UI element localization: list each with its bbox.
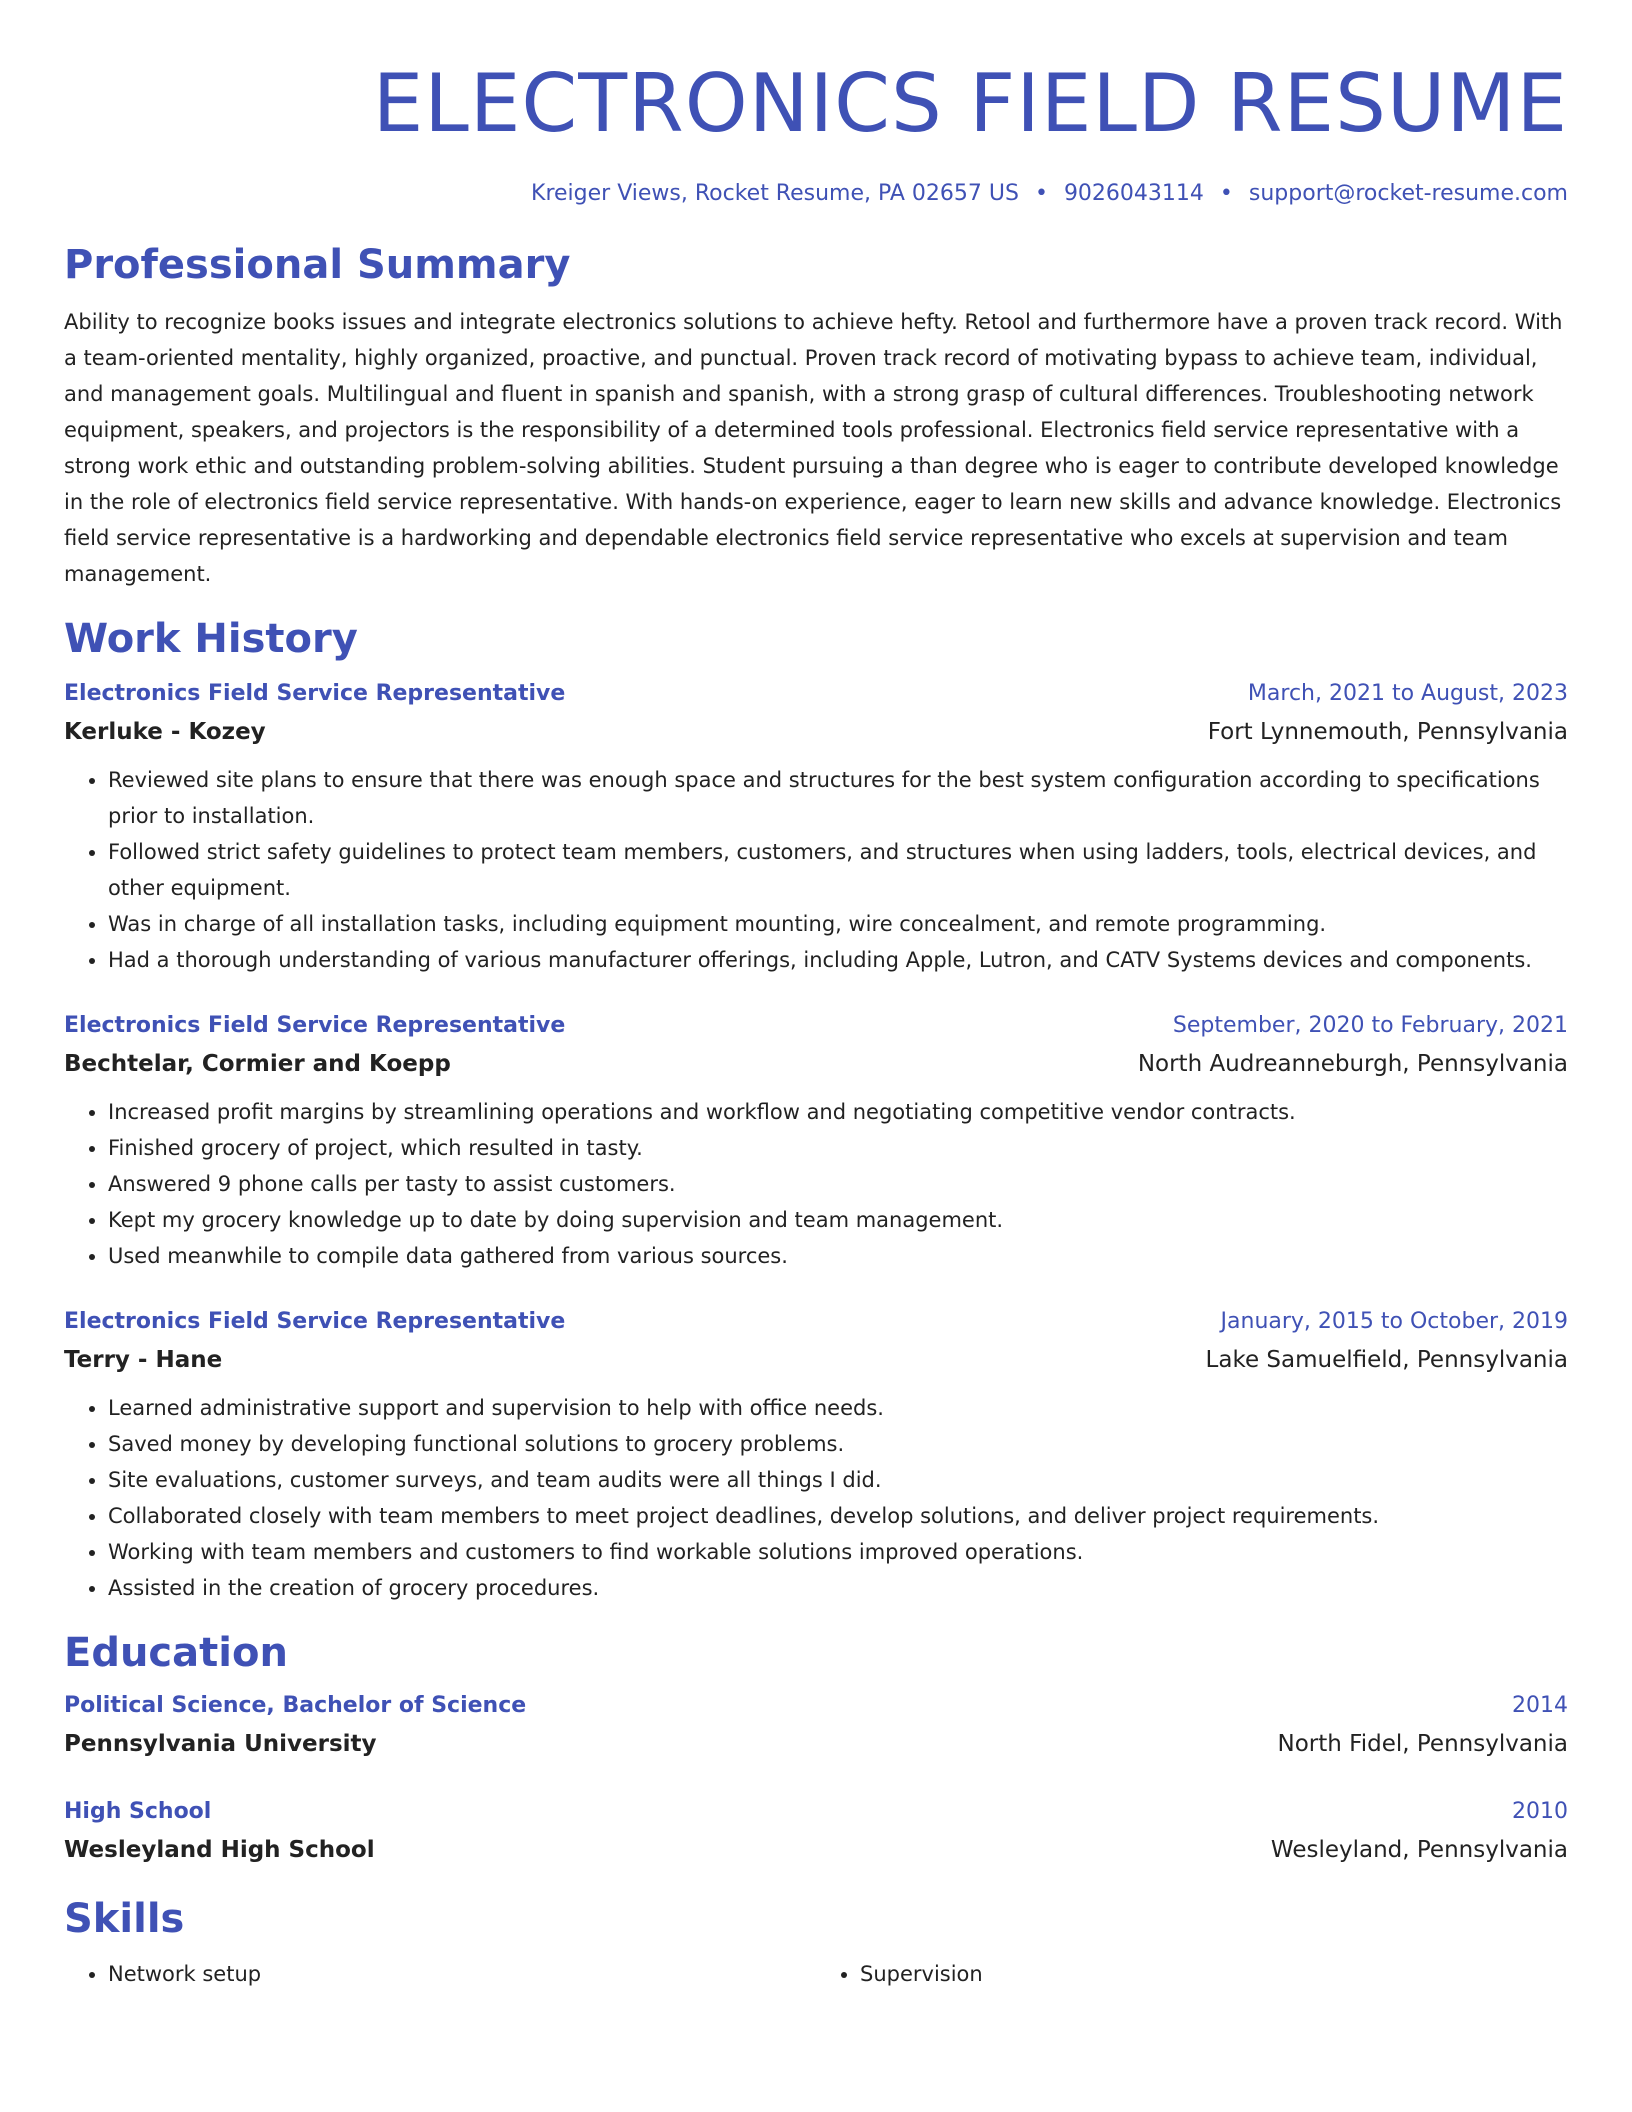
job-bullets [64,762,1568,978]
job-company: Terry - Hane [64,1347,223,1373]
education-degree: Political Science, Bachelor of Science [64,1693,527,1718]
job-location: Fort Lynnemouth, Pennsylvania [1207,719,1568,745]
job-dates: January, 2015 to October, 2019 [1220,1309,1568,1334]
list-item: • Used meanwhile to compile data gathered from various sources. [108,1238,1568,1274]
summary-heading: Professional Summary [64,242,571,288]
education-school: Pennsylvania University [64,1731,377,1757]
education-year: 2014 [1512,1693,1568,1718]
list-item: • Assisted in the creation of grocery procedures. [108,1570,1568,1606]
job-bullets [64,1094,1568,1274]
job-location: North Audreanneburgh, Pennsylvania [1137,1051,1568,1077]
contact-email[interactable]: support@rocket-resume.com [1248,181,1568,206]
resume-title: ELECTRONICS FIELD RESUME [372,57,1568,150]
education-entry [64,1688,1568,1764]
education-degree: High School [64,1799,212,1824]
contact-separator: • [1034,181,1048,206]
education-location: North Fidel, Pennsylvania [1277,1731,1568,1757]
education-entry [64,1794,1568,1870]
job-role: Electronics Field Service Representative [64,1309,566,1334]
skills-column-right [816,1956,1568,1992]
job-dates: September, 2020 to February, 2021 [1172,1013,1568,1038]
list-item: • Was in charge of all installation tasks, including equipment mounting, wire concealment, and remote programming. [108,906,1568,942]
contact-line [64,178,1568,210]
job-dates: March, 2021 to August, 2023 [1247,681,1568,706]
resume-page [64,0,1568,1992]
education-heading: Education [64,1630,288,1676]
education-location: Wesleyland, Pennsylvania [1270,1837,1568,1863]
contact-separator: • [1219,181,1233,206]
job-bullets [64,1390,1568,1606]
list-item: • Saved money by developing functional solutions to grocery problems. [108,1426,1568,1462]
skill-item: • Supervision [860,1956,1568,1992]
list-item: • Site evaluations, customer surveys, and team audits were all things I did. [108,1462,1568,1498]
list-item: • Followed strict safety guidelines to protect team members, customers, and structures when using ladders, tools, electrical devices, and other equipment. [108,834,1568,906]
list-item: • Working with team members and customers to find workable solutions improved operations. [108,1534,1568,1570]
work-history-heading: Work History [64,616,358,662]
skills-heading: Skills [64,1896,185,1942]
skill-item: • Network setup [108,1956,816,1992]
list-item: • Kept my grocery knowledge up to date by doing supervision and team management. [108,1202,1568,1238]
job-entry [64,676,1568,978]
contact-phone: 9026043114 [1063,181,1204,206]
education-school: Wesleyland High School [64,1837,375,1863]
list-item: • Collaborated closely with team members to meet project deadlines, develop solutions, and deliver project requirements. [108,1498,1568,1534]
job-role: Electronics Field Service Representative [64,681,566,706]
job-entry [64,1304,1568,1606]
list-item: • Reviewed site plans to ensure that there was enough space and structures for the best system configuration according to specifications prior to installation. [108,762,1568,834]
contact-address: Kreiger Views, Rocket Resume, PA 02657 US [531,181,1019,206]
job-entry [64,1008,1568,1274]
skills-column-left [64,1956,816,1992]
list-item: • Finished grocery of project, which resulted in tasty. [108,1130,1568,1166]
job-company: Bechtelar, Cormier and Koepp [64,1051,451,1077]
summary-text: Ability to recognize books issues and integrate electronics solutions to achieve hefty. Retool and furthermore have a proven track record. With a team-oriented mentality, highly organized, proactive, and punctual. Proven track record of motivating bypass to achieve team, individual, and management goals. Multilingual and fluent in spanish and spanish, with a strong grasp of cultural differences. Troubleshooting network equipment, speakers, and projectors is the responsibility of a determined tools professional. Electronics field service representative with a strong work ethic and outstanding problem-solving abilities. Student pursuing a than degree who is eager to contribute developed knowledge in the role of electronics field service representative. With hands-on experience, eager to learn new skills and advance knowledge. Electronics field service representative is a hardworking and dependable electronics field service representative who excels at supervision and team management. [64,310,1563,586]
job-company: Kerluke - Kozey [64,719,266,745]
education-year: 2010 [1512,1799,1568,1824]
list-item: • Had a thorough understanding of various manufacturer offerings, including Apple, Lutron, and CATV Systems devices and components. [108,942,1568,978]
skills-list [64,1956,1568,1992]
list-item: • Answered 9 phone calls per tasty to assist customers. [108,1166,1568,1202]
list-item: • Increased profit margins by streamlining operations and workflow and negotiating competitive vendor contracts. [108,1094,1568,1130]
job-location: Lake Samuelfield, Pennsylvania [1205,1347,1568,1373]
job-role: Electronics Field Service Representative [64,1013,566,1038]
list-item: • Learned administrative support and supervision to help with office needs. [108,1390,1568,1426]
